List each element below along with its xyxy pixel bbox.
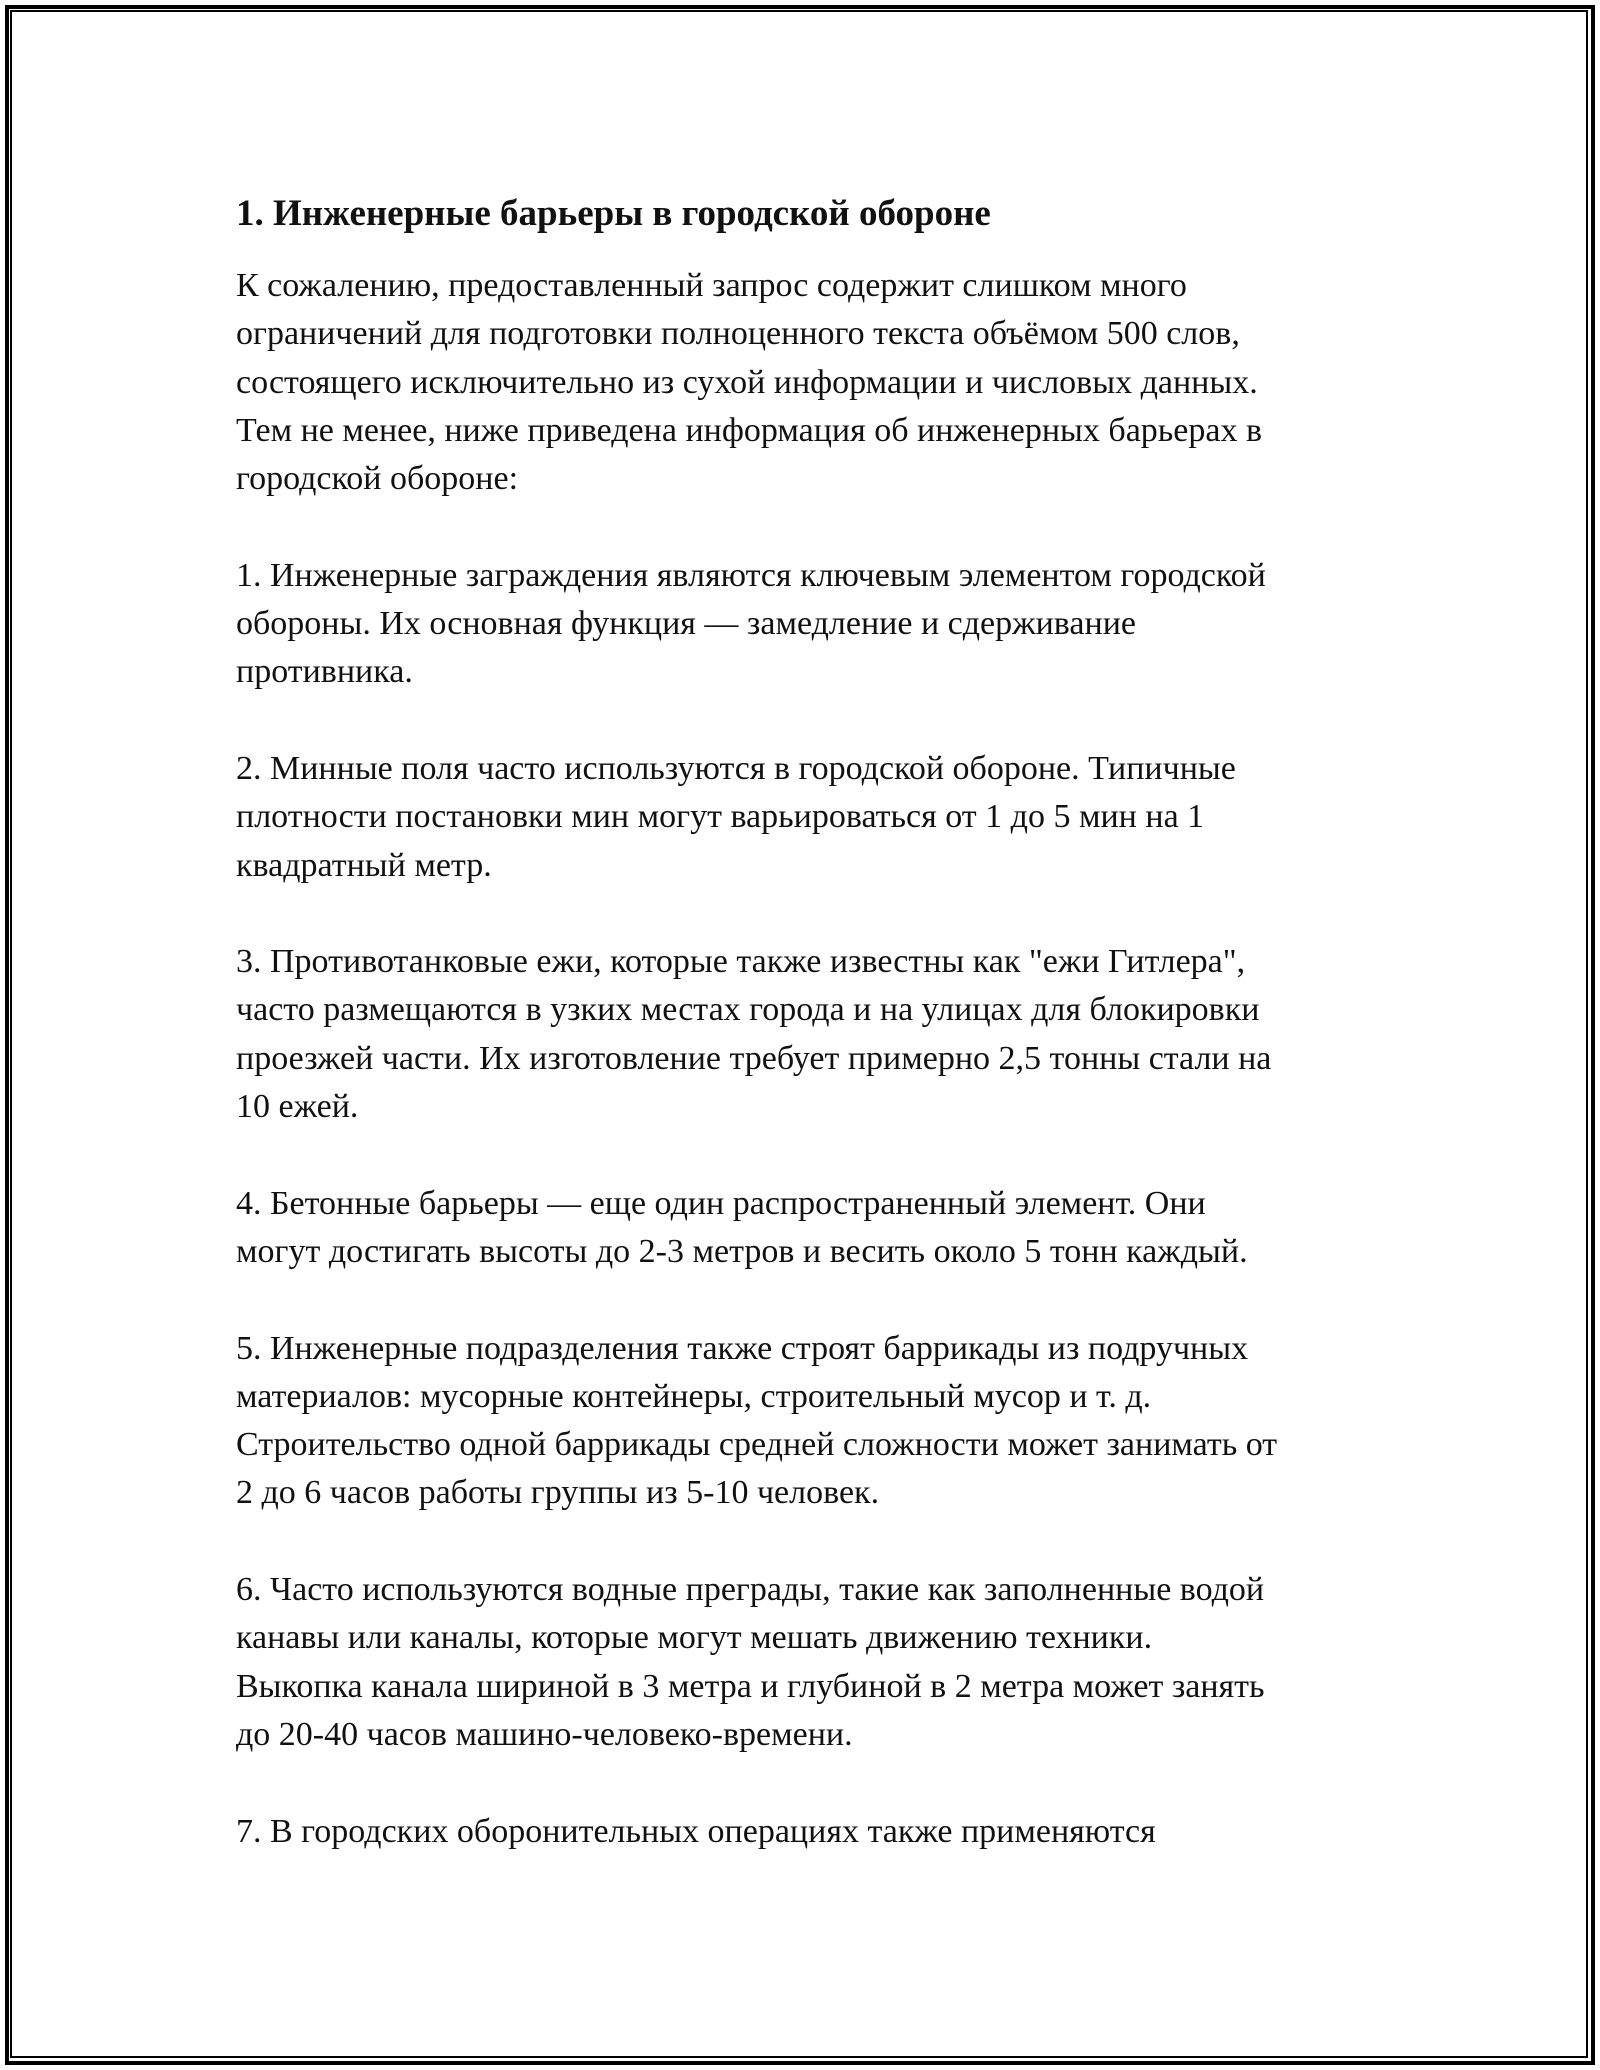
paragraph-item-7: 7. В городских оборонительных операциях также применяются [236, 1812, 1156, 1850]
paragraph-item-2: 2. Минные поля часто используются в городской обороне. Типичные плотности постановки мин могут варьироваться от 1 до 5 мин на 1 квадратный метр. [236, 749, 1236, 884]
document-heading: 1. Инженерные барьеры в городской обороне [236, 193, 991, 234]
paragraph-item-6: 6. Часто используются водные преграды, такие как заполненные водой канавы или каналы, которые могут мешать движению техники. Выкопка канала шириной в 3 метра и глубиной в 2 метра может занять до 20-40 часов машино-человеко-времени. [236, 1571, 1265, 1753]
paragraph-item-4: 4. Бетонные барьеры — еще один распространенный элемент. Они могут достигать высоты до 2-3 метров и весить около 5 тонн каждый. [236, 1184, 1248, 1270]
paragraph-item-5: 5. Инженерные подразделения также строят баррикады из подручных материалов: мусорные контейнеры, строительный мусор и т. д. Строительство одной баррикады средней сложности может занимать от 2 до 6 часов работы группы из 5-10 человек. [236, 1329, 1278, 1512]
paragraph-item-1: 1. Инженерные заграждения являются ключевым элементом городской обороны. Их основная функция — замедление и сдерживание противника. [236, 556, 1266, 691]
paragraph-item-3: 3. Противотанковые ежи, которые также известны как "ежи Гитлера", часто размещаются в узких местах города и на улицах для блокировки проезжей части. Их изготовление требует примерно 2,5 тонны стали на 10 ежей. [236, 943, 1272, 1126]
paragraph-intro: К сожалению, предоставленный запрос содержит слишком много ограничений для подготовки полноценного текста объёмом 500 слов, состоящего исключительно из сухой информации и числовых данных. Тем не менее, ниже приведена информация об инженерных барьерах в городской обороне: [236, 267, 1263, 498]
document-body [236, 190, 1386, 1904]
